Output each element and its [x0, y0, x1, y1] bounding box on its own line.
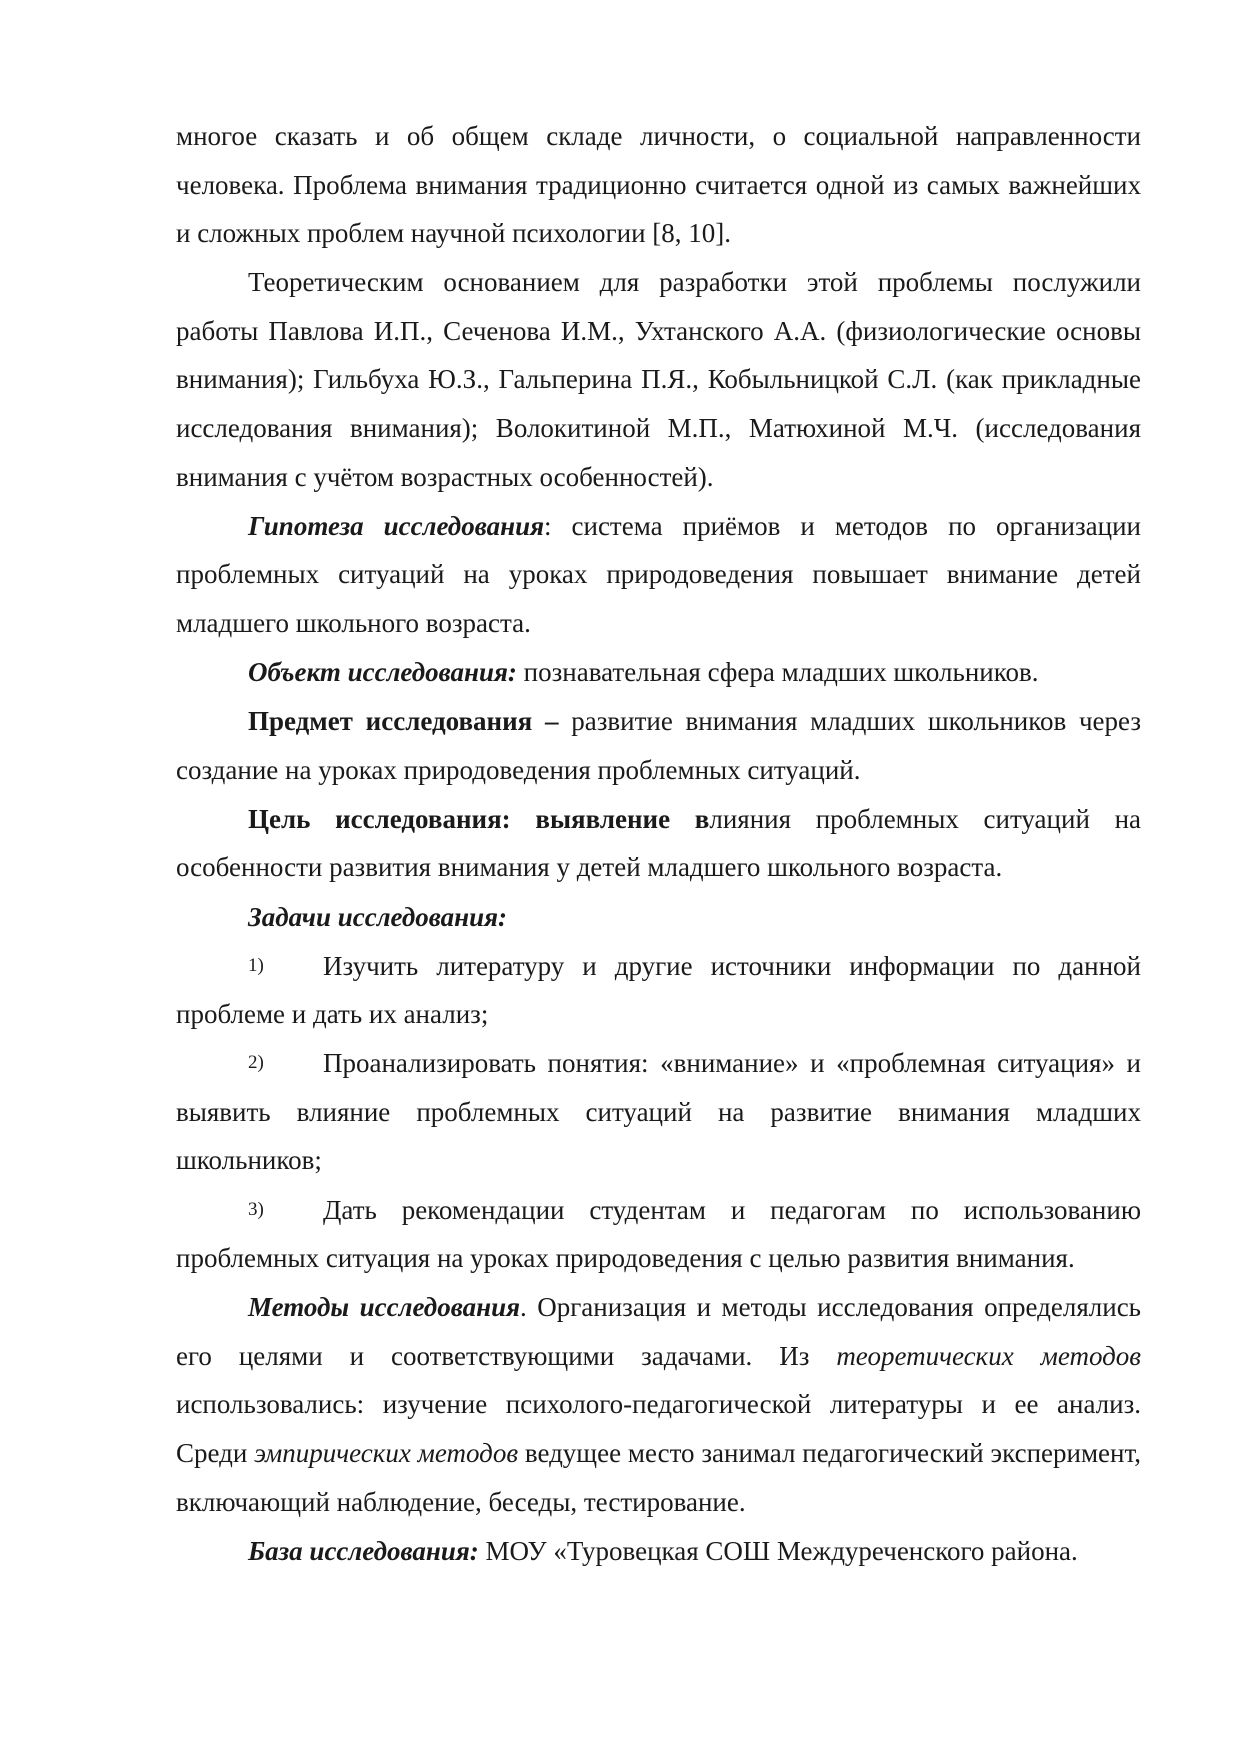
- list-item-text: Изучить литературу и другие источники информации по данной проблеме и дать их анализ;: [176, 950, 1141, 1030]
- paragraph-object: [176, 648, 1141, 697]
- methods-theoretical-emphasis: теоретических методов: [836, 1340, 1141, 1371]
- methods-empirical-emphasis: эмпирических методов: [254, 1438, 519, 1469]
- base-text: МОУ «Туровецкая СОШ Междуреченского района.: [478, 1535, 1078, 1566]
- list-item-text: Проанализировать понятия: «внимание» и «проблемная ситуация» и выявить влияние проблемных ситуаций на развитие внимания младших школьников;: [176, 1048, 1141, 1176]
- methods-text-2: использовались: изучение психолого-педагогической литературы и ее анализ. Среди: [176, 1389, 1141, 1469]
- list-item-number: 3): [248, 1198, 264, 1220]
- base-label: База исследования:: [248, 1535, 479, 1566]
- hypothesis-text: : система приёмов и методов по организации проблемных ситуаций на уроках природоведения повышает внимание детей младшего школьного возраста.: [176, 510, 1141, 638]
- list-item: [176, 1039, 1141, 1185]
- goal-label: Цель исследования: выявление в: [248, 803, 710, 834]
- goal-text: лияния проблемных ситуаций на особенности развития внимания у детей младшего школьного возраста.: [176, 803, 1142, 883]
- object-text: познавательная сфера младших школьников.: [516, 657, 1039, 688]
- paragraph-theoretical-basis: [176, 258, 1141, 501]
- paragraph-methods: [176, 1283, 1141, 1526]
- methods-label: Методы исследования: [248, 1292, 520, 1323]
- paragraph-hypothesis: [176, 502, 1141, 648]
- list-item-number: 1): [248, 954, 264, 976]
- hypothesis-label: Гипотеза исследования: [248, 510, 544, 541]
- methods-text-3: ведущее место занимал педагогический эксперимент, включающий наблюдение, беседы, тестирование.: [176, 1438, 1142, 1517]
- list-item: [176, 942, 1141, 1039]
- object-label: Объект исследования:: [248, 657, 517, 688]
- subject-label: Предмет исследования –: [248, 706, 559, 737]
- subject-text: развитие внимания младших школьников через создание на уроках природоведения проблемных ситуаций.: [176, 706, 1142, 785]
- paragraph-intro-text: многое сказать и об общем складе личности, о социальной направленности человека. Проблема внимания традиционно считается одной из самых важнейших и сложных проблем научной психологии [8, 10].: [176, 121, 1141, 249]
- paragraph-tasks-heading: [176, 893, 1141, 942]
- paragraph-intro: [176, 112, 1141, 258]
- paragraph-base: [176, 1527, 1141, 1576]
- paragraph-subject: [176, 697, 1141, 794]
- list-item: [176, 1186, 1141, 1283]
- list-item-number: 2): [248, 1052, 264, 1074]
- paragraph-theoretical-basis-text: Теоретическим основанием для разработки этой проблемы послужили работы Павлова И.П., Сеченова И.М., Ухтанского А.А. (физиологические основы внимания); Гильбуха Ю.З., Гальперина П.Я., Кобыльницкой С.Л. (как прикладные исследования внимания); Волокитиной М.П., Матюхиной М.Ч. (исследования внимания с учётом возрастных особенностей).: [176, 267, 1141, 492]
- methods-text-1: . Организация и методы исследования определялись его целями и соответствующими задачами. Из: [176, 1292, 1141, 1371]
- paragraph-goal: [176, 795, 1141, 892]
- list-item-text: Дать рекомендации студентам и педагогам по использованию проблемных ситуация на уроках природоведения с целью развития внимания.: [176, 1194, 1141, 1274]
- tasks-label: Задачи исследования:: [248, 901, 508, 932]
